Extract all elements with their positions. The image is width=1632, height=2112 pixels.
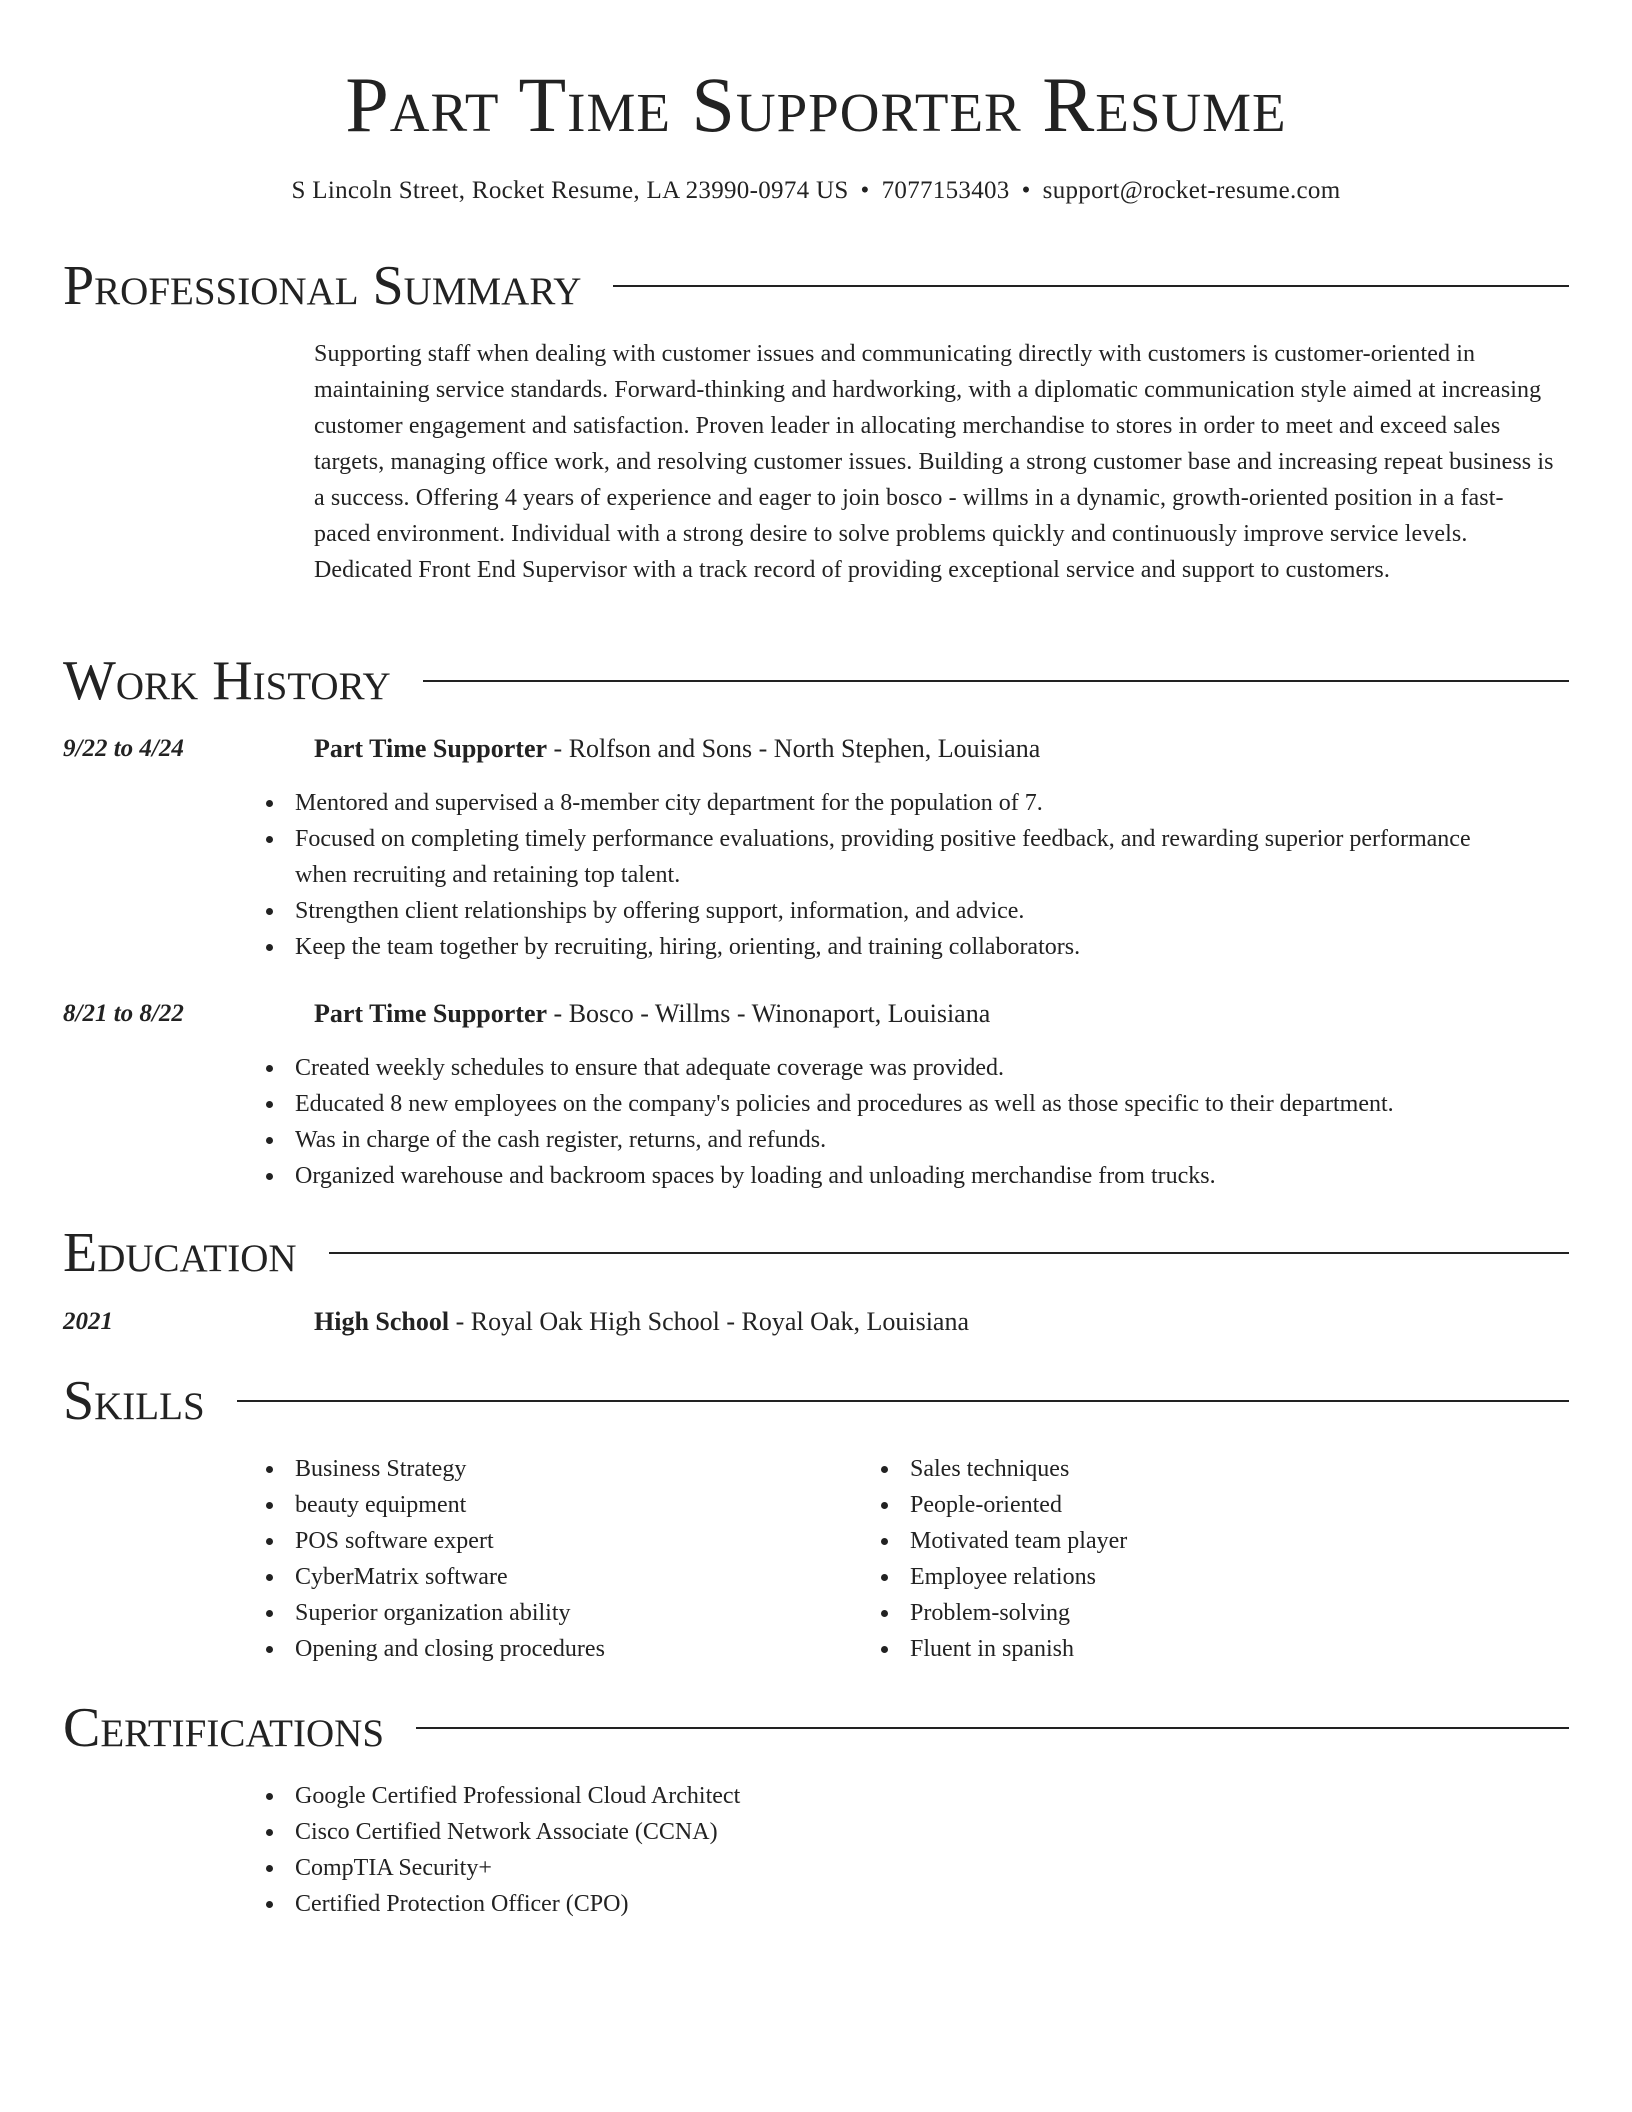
list-item: Created weekly schedules to ensure that adequate coverage was provided. bbox=[295, 1050, 1535, 1086]
certification-item: Cisco Certified Network Associate (CCNA) bbox=[295, 1814, 1195, 1850]
section-title: Skills bbox=[63, 1370, 205, 1432]
section-header-certifications bbox=[63, 1698, 1569, 1758]
list-item: Organized warehouse and backroom spaces by loading and unloading merchandise from trucks. bbox=[295, 1158, 1535, 1194]
skill-item: POS software expert bbox=[295, 1523, 855, 1559]
section-title: Education bbox=[63, 1222, 297, 1284]
skill-item: Sales techniques bbox=[910, 1451, 1470, 1487]
skill-item: Superior organization ability bbox=[295, 1595, 855, 1631]
job-role: Part Time Supporter bbox=[314, 734, 548, 763]
section-header-work-history bbox=[63, 651, 1569, 711]
list-item: Educated 8 new employees on the company's policies and procedures as well as those specific to their department. bbox=[295, 1086, 1535, 1122]
job-bullets bbox=[251, 785, 1495, 965]
list-item: Was in charge of the cash register, returns, and refunds. bbox=[295, 1122, 1535, 1158]
certification-item: Google Certified Professional Cloud Architect bbox=[295, 1778, 1195, 1814]
education-details: - Royal Oak High School - Royal Oak, Louisiana bbox=[449, 1307, 970, 1336]
skill-item: Fluent in spanish bbox=[910, 1631, 1470, 1667]
contact-separator: • bbox=[860, 177, 870, 204]
resume-title: Part Time Supporter Resume bbox=[345, 61, 1287, 148]
job-dates: 9/22 to 4/24 bbox=[63, 735, 184, 762]
section-divider bbox=[423, 680, 1569, 682]
job-details: - Rolfson and Sons - North Stephen, Louisiana bbox=[547, 734, 1041, 763]
job-role: Part Time Supporter bbox=[314, 999, 548, 1028]
skill-item: beauty equipment bbox=[295, 1487, 855, 1523]
list-item: Focused on completing timely performance evaluations, providing positive feedback, and rewarding superior performance when recruiting and retaining top talent. bbox=[295, 821, 1495, 893]
education-year: 2021 bbox=[63, 1308, 113, 1335]
job-dates: 8/21 to 8/22 bbox=[63, 1000, 184, 1027]
section-divider bbox=[329, 1252, 1569, 1254]
contact-phone: 7077153403 bbox=[881, 177, 1010, 204]
section-header-skills bbox=[63, 1371, 1569, 1431]
section-title: Professional Summary bbox=[63, 255, 582, 317]
section-title: Certifications bbox=[63, 1697, 385, 1759]
section-header-summary bbox=[63, 256, 1569, 316]
job-heading bbox=[314, 997, 990, 1031]
section-header-education bbox=[63, 1223, 1569, 1283]
skill-item: Problem-solving bbox=[910, 1595, 1470, 1631]
contact-email: support@rocket-resume.com bbox=[1042, 177, 1341, 204]
section-divider bbox=[237, 1400, 1569, 1402]
contact-line bbox=[0, 174, 1632, 208]
skill-item: Opening and closing procedures bbox=[295, 1631, 855, 1667]
section-divider bbox=[416, 1727, 1569, 1729]
certification-item: CompTIA Security+ bbox=[295, 1850, 1195, 1886]
skills-list-left bbox=[251, 1451, 855, 1667]
job-bullets bbox=[251, 1050, 1535, 1194]
education-degree: High School bbox=[314, 1307, 450, 1336]
job-heading bbox=[314, 732, 1040, 766]
skills-list-right bbox=[866, 1451, 1470, 1667]
section-title: Work History bbox=[63, 650, 391, 712]
education-heading bbox=[314, 1305, 969, 1339]
skill-item: Employee relations bbox=[910, 1559, 1470, 1595]
skill-item: CyberMatrix software bbox=[295, 1559, 855, 1595]
skill-item: Motivated team player bbox=[910, 1523, 1470, 1559]
skill-item: People-oriented bbox=[910, 1487, 1470, 1523]
list-item: Strengthen client relationships by offering support, information, and advice. bbox=[295, 893, 1495, 929]
job-details: - Bosco - Willms - Winonaport, Louisiana bbox=[547, 999, 991, 1028]
summary-text: Supporting staff when dealing with customer issues and communicating directly with customers is customer-oriented in maintaining service standards. Forward-thinking and hardworking, with a diplomatic communication style aimed at increasing customer engagement and satisfaction. Proven leader in allocating merchandise to stores in order to meet and exceed sales targets, managing office work, and resolving customer issues. Building a strong customer base and increasing repeat business is a success. Offering 4 years of experience and eager to join bosco - willms in a dynamic, growth-oriented position in a fast-paced environment. Individual with a strong desire to solve problems quickly and continuously improve service levels. Dedicated Front End Supervisor with a track record of providing exceptional service and support to customers. bbox=[314, 341, 1554, 583]
list-item: Mentored and supervised a 8-member city department for the population of 7. bbox=[295, 785, 1495, 821]
skill-item: Business Strategy bbox=[295, 1451, 855, 1487]
contact-address: S Lincoln Street, Rocket Resume, LA 23990-0974 US bbox=[291, 177, 849, 204]
certification-item: Certified Protection Officer (CPO) bbox=[295, 1886, 1195, 1922]
certifications-list bbox=[251, 1778, 1195, 1922]
list-item: Keep the team together by recruiting, hiring, orienting, and training collaborators. bbox=[295, 929, 1495, 965]
contact-separator: • bbox=[1021, 177, 1031, 204]
section-divider bbox=[613, 285, 1569, 287]
